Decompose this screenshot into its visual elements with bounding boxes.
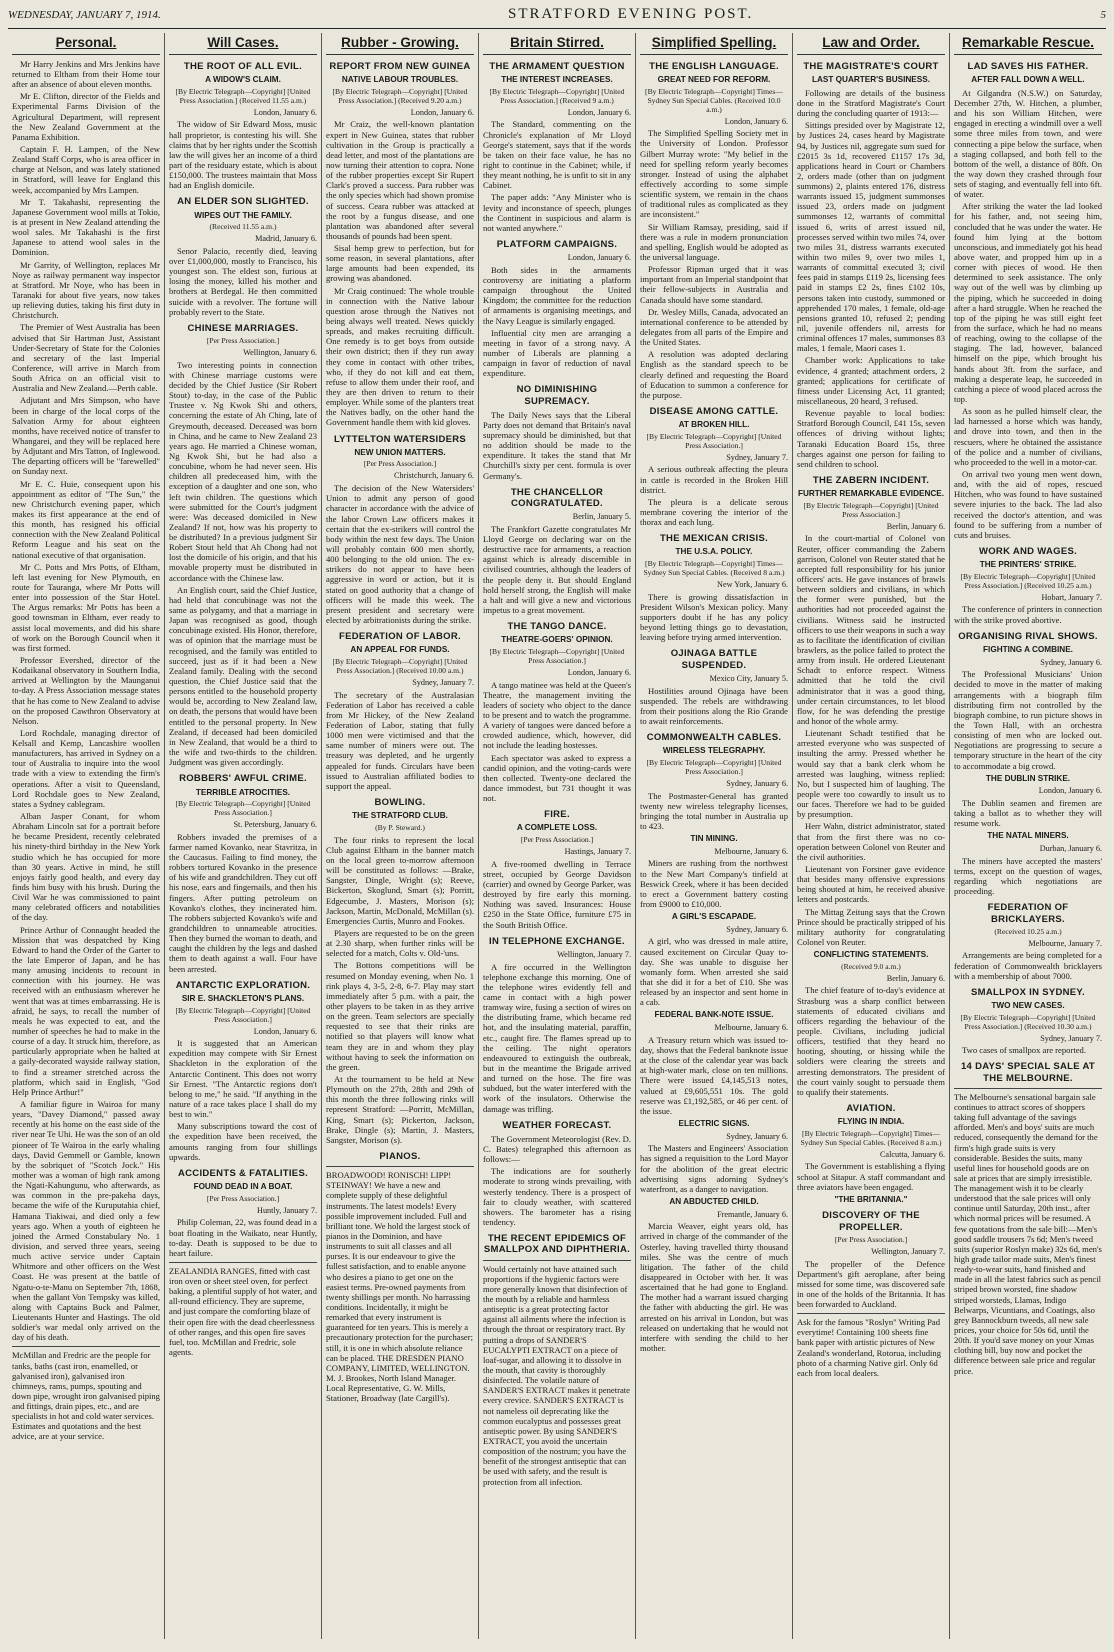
dateline: Sydney, January 6. <box>726 924 788 934</box>
dateline: Fremantle, January 6. <box>717 1209 788 1219</box>
article-subheading: THE STRATFORD CLUB. <box>352 811 448 821</box>
article-subheading: A COMPLETE LOSS. <box>516 823 598 833</box>
article-headline: FEDERATION OF LABOR. <box>339 631 461 643</box>
article-headline: COMMONWEALTH CABLES. <box>646 732 782 744</box>
dateline: Christchurch, January 6. <box>393 471 474 481</box>
article-paragraph: The Bottons competitions will be resumed on Monday evening, when No. 1 rink plays 4, 3-5, 2-8, 6-7. Play may start immediately after 5 p.m. with a pair, the other players to be taken in as they arrive on the green. Team selectors are specially requested to see that their rinks are notified so that players will know what team they are in and whom they play without having to seek the information on the green. <box>326 960 474 1072</box>
dateline: Sydney, January 7. <box>1040 1033 1102 1043</box>
wire-credit: [By Electric Telegraph—Copyright] [United Press Association.] (Received 10.30 a.m.) <box>960 1012 1096 1031</box>
article-headline: ROBBERS' AWFUL CRIME. <box>179 773 307 785</box>
dateline: Melbourne, January 6. <box>714 846 788 856</box>
article-headline: DISEASE AMONG CATTLE. <box>649 405 779 417</box>
article-paragraph: Herr Wahn, district administrator, stated that from the first there was no co-operation between Colonel von Reuter and the civil authorities. <box>797 821 945 862</box>
advertisement: BROADWOOD! RONISCH! LIPP! STEINWAY! We have a new and complete supply of these delightful instruments. The latest models! Every possible improvement included. Full and brilliant tone. We hold the largest stock of pianos in the Dominion, and have instruments to suit all classes and all purses. It is our endeavour to give the fullest satisfaction, and to enable anyone who desires a piano to get one on the easiest terms. Pre-owned payments from twenty shillings per month. No harrassing conditions. Incidentally, it might be remarked that every instrument is guaranteed for ten years. This is merely a precautionary protection for the purchaser; still, it is one in which absolute reliance can be placed. THE DRESDEN PIANO COMPANY, LIMITED, WELLINGTON. M. J. Brookes, North Island Manager. Local Representative, G. W. Mills, Stationer, Broadway (late Cargill's). <box>326 1166 474 1403</box>
article-headline: NO DIMINISHING SUPREMACY. <box>516 384 598 407</box>
dateline: Sydney, January 7. <box>726 452 788 462</box>
article-subheading: TWO NEW CASES. <box>991 1001 1065 1010</box>
wire-credit: [By Electric Telegraph—Copyright] [United Press Association.] <box>489 646 625 665</box>
wire-credit: [By Electric Telegraph—Copyright] [United Press Association.] <box>646 757 782 776</box>
dateline: Wellington, January 7. <box>871 1246 945 1256</box>
wire-credit: [Per Press Association.] <box>520 835 594 845</box>
article-headline: THE MAGISTRATE'S COURT <box>803 60 939 72</box>
article-paragraph: Each spectator was asked to express a candid opinion, and the voting-cards were then collected. Twenty-one declared the dance immodest, but 731 thought it was not. <box>483 752 631 804</box>
article-subheading: AN ABDUCTED CHILD. <box>669 1196 759 1206</box>
article-paragraph: Philip Coleman, 22, was found dead in a boat floating in the Waikato, near Huntly, to-day. Death is supposed to be due to heart failure. <box>169 1217 317 1258</box>
dateline: Hobart, January 7. <box>1041 592 1102 602</box>
article-subheading: A WIDOW'S CLAIM. <box>205 75 281 85</box>
article-paragraph: Two cases of smallpox are reported. <box>962 1045 1086 1056</box>
article-paragraph: The widow of Sir Edward Moss, music hall proprietor, is contesting his will. She claims that by her rights under the Scottish law the will gives her an income of a third part of the residuary estate, which is about £150,000. The trustees maintain that Moss had an English domicile. <box>169 119 317 191</box>
article-headline: THE ARMAMENT QUESTION <box>489 60 625 72</box>
article-paragraph: Sir William Ramsay, presiding, said if there was a rule in modern pronunciation and spelling, English would be adopted as the universal language. <box>640 221 788 263</box>
wire-credit: [By Electric Telegraph—Copyright] [United Press Association.] (Received 9.20 a.m.) <box>332 86 468 105</box>
wire-credit: [By Electric Telegraph—Copyright] Times—Sydney Sun Special Cables. (Received 8 a.m.) <box>800 1128 942 1147</box>
dateline: London, January 6. <box>253 1026 317 1036</box>
article-paragraph: After striking the water the lad looked for his father, and, not seeing him, concluded that he was under the water. He found him lying at the bottom unconscious, and immediately got his head above water, and propped him up in a corner with pieces of wood. He then determined to seek assistance. The only way out of the well was by climbing up the piping, which he succeeded in doing after a hard struggle. When he reached the top of the piping he was still eight feet from the surface, which he had no means of reaching, owing to the collapse of the staging. The lad, however, balanced himself on the pipe, which brought his hands about 3ft. from the surface, and making a desperate leap, he succeeded in catching a piece of wood placed across the top. <box>954 201 1102 405</box>
dateline: London, January 6. <box>724 116 788 126</box>
article-paragraph: Lord Rochdale, managing director of Kelsall and Kemp, Lancashire woollen manufacturers, has arrived in Sydney on a tour of Australia to inquire into the wool trade with a view to extending the firm's operations. After a visit to Queensland, Lord Rochdale goes to New Zealand, states a Sydney cablegram. <box>12 727 160 809</box>
article-headline: THE RECENT EPIDEMICS OF SMALLPOX AND DIPHTHERIA. <box>483 1233 631 1256</box>
article-headline: BOWLING. <box>374 796 426 808</box>
column-4 <box>479 33 636 1639</box>
article-headline: THE ROOT OF ALL EVIL. <box>183 60 303 72</box>
article-paragraph: A tango matinee was held at the Queen's Theatre, the management inviting the leaders of society who object to the dance to be present and to watch the programme. A variety of tangoes were danced before a crowded audience, which, however, did not include the leading hostesses. <box>483 679 631 751</box>
article-paragraph: The Frankfort Gazette congratulates Mr Lloyd George on declaring war on the destructive race for armaments, a reaction against which is already discernible in civilised countries, although the leaders of the people deny it. But should England hold herself strong, the English will make a halt and will give a new and victorious impetus to a great movement. <box>483 523 631 615</box>
newspaper-title: STRATFORD EVENING POST. <box>507 6 754 22</box>
dateline: Hastings, January 7. <box>564 847 631 857</box>
article-paragraph: Mr E. C. Huie, consequent upon his appointment as editor of "The Sun," the new Christchurch evening paper, which makes its first appearance at the end of this month, has resigned his official connection with the New Zealand Political Reform League and his seat on the national executive of that organisation. <box>12 478 160 560</box>
article-paragraph: Players are requested to be on the green at 2.30 sharp, when further rinks will be selected for a match, Colts v. Old-'uns. <box>326 928 474 959</box>
article-headline: THE CHANCELLOR CONGRATULATED. <box>510 486 604 509</box>
article-paragraph: A five-roomed dwelling in Terrace street, occupied by George Davidson (carrier) and owned by George Parker, was destroyed by fire early this morning. Nothing was saved. Insurances: House £250 in the State Office, furniture £75 in the South British Office. <box>483 858 631 930</box>
article-paragraph: Mr Garrity, of Wellington, replaces Mr Noye as railway permanent way inspector at Stratford. Mr Noye, who has been in Taranaki for about five years, now takes up relieving duties, taking his first duty in Christchurch. <box>12 259 160 321</box>
article-paragraph: The miners have accepted the masters' terms, except on the question of wages, regarding which negotiations are proceeding. <box>954 855 1102 897</box>
article-headline: ACCIDENTS & FATALITIES. <box>177 1167 309 1179</box>
article-paragraph: At the tournament to be held at New Plymouth on the 27th, 28th and 29th of this month the three following rinks will represent Stratford: —Porritt, McMillan, King, Smart (s); Pickerton, Jackson, Brake, Dingle (s); Martin, J. Masters, Sangster, Morison (s). <box>326 1073 474 1145</box>
article-paragraph: Sisal hemp grew to perfection, but for some reason, in several plantations, after large amounts had been expended, its growing was abandoned. <box>326 243 474 284</box>
article-paragraph: The Simplified Spelling Society met in the University of London. Professor Gilbert Murray wrote: "My belief in the need for spelling reform yearly becomes stronger. Instead of using the alphabet effectively according to some simple scientific system, we remain in the chaos of traditional rules as complicated as they are inconsistent." <box>640 128 788 220</box>
dateline: London, January 6. <box>410 107 474 117</box>
wire-credit: [Per Press Association.] <box>206 336 280 346</box>
dateline: London, January 6. <box>567 107 631 117</box>
article-subheading: AN APPEAL FOR FUNDS. <box>350 645 450 655</box>
article-subheading: THE U.S.A. POLICY. <box>675 547 753 557</box>
column-5 <box>636 33 793 1639</box>
article-subheading: FOUND DEAD IN A BOAT. <box>193 1182 293 1192</box>
article-paragraph: The indications are for southerly moderate to strong winds prevailing, with westerly tendency. There is a prospect of fair to cloudy weather, with scattered showers. The barometer has a rising tendency. <box>483 1166 631 1228</box>
article-subheading: THEATRE-GOERS' OPINION. <box>501 635 613 645</box>
article-headline: IN TELEPHONE EXCHANGE. <box>489 935 625 947</box>
article-subheading: AFTER FALL DOWN A WELL. <box>971 75 1085 85</box>
article-headline: AN ELDER SON SLIGHTED. <box>177 196 309 208</box>
article-headline: WEATHER FORECAST. <box>502 1119 612 1131</box>
article-paragraph: The four rinks to represent the local Club against Eltham in the banner match on the local green to-morrow afternoon will be constituted as follows: —Brake, Sangster, Dingle, Wright (s); Reeve, Bickerton, Skoglund, Smart (s); Porritt, Edgecumbe, J. Masters, Morison (s); Jackson, Martin, McDonald, McMillan (s). Emergencies Curtis, Munro and Fookes. <box>326 834 474 926</box>
dateline: Melbourne, January 7. <box>1028 938 1102 948</box>
article-paragraph: In the court-martial of Colonel von Reuter, officer commanding the Zabern garrison, Colonel von Reuter stated that he accepted full responsibility for his junior officers' acts. He gave instances of brawls between soldiers and civilians, in which the former were punished, but the authorities had not proceeded against the civilians. Witness said he instructed officers to use their weapons in such a way as to facilitate the identification of civilian brawlers, as the police failed to protect the army from insult. He ordered Lieutenant Schadt to enforce respect. Witness admitted that he told the civil administrator that it was a good thing, under certain circumstances, to let blood flow, for he was defending the prestige and honor of the whole army. <box>797 533 945 726</box>
dateline: Huntly, January 7. <box>257 1205 317 1215</box>
article-headline: LAD SAVES HIS FATHER. <box>967 60 1089 72</box>
article-paragraph: The Government is establishing a flying school at Sitapur. A staff commandant and three aviators have been engaged. <box>797 1161 945 1192</box>
article-subheading: SIR E. SHACKLETON'S PLANS. <box>181 993 305 1003</box>
article-subheading: FLYING IN INDIA. <box>837 1117 905 1127</box>
dateline: Berlin, January 6. <box>886 521 945 531</box>
article-paragraph: The Dublin seamen and firemen are taking a ballot as to whether they will resume work. <box>954 798 1102 829</box>
article-paragraph: The decision of the New Watersiders' Union to admit any person of good character in accordance with the advice of the labor Crown Law officers makes it certain that the ex-strikers will control the body within the next few days. The Union will probably contain 600 men shortly, 400 belonging to the old union. The ex-strikers do not appear to have been aggressive in word or action, but it is stated on good authority that a change of officers will be made this week. The present president and secretary were elected by arbitrationists during the strike. <box>326 483 474 625</box>
advertisement: Ask for the famous "Roslyn" Writing Pad everytime! Containing 100 sheets fine bank paper with artistic pictures of New Zealand's wonderland, Rotorua, including photo of a charming Native girl. Only 6d each from local dealers. <box>797 1313 945 1378</box>
article-subheading: THE DUBLIN STRIKE. <box>985 773 1071 783</box>
dateline: London, January 6. <box>253 107 317 117</box>
column-heading: Personal. <box>12 35 160 55</box>
article-subheading: THE NATAL MINERS. <box>987 831 1069 841</box>
column-7 <box>950 33 1106 1639</box>
wire-credit: [Per Press Association.] <box>363 459 437 469</box>
column-heading: Simplified Spelling. <box>640 35 788 55</box>
article-paragraph: The Masters and Engineers' Association has signed a requisition to the Lord Mayor for the abolition of the great electric advertising signs adorning Sydney's waterfront, as a danger to navigation. <box>640 1143 788 1194</box>
article-paragraph: There is growing dissatisfaction in President Wilson's Mexican policy. Many supporters doubt if he has any policy beyond letting things go to devastation, leaving before trying armed intervention. <box>640 591 788 643</box>
article-subheading: AT BROKEN HILL. <box>678 420 750 430</box>
column-heading: Law and Order. <box>797 35 945 55</box>
article-paragraph: The Daily News says that the Liberal Party does not demand that Britain's naval supremacy should be diminished, but that no addition should be made to the expenditure. It takes the stand that Mr Churchill's sixty per cent. formula is over Germany's. <box>483 409 631 481</box>
article-subheading: THE PRINTERS' STRIKE. <box>979 560 1077 570</box>
column-heading: Will Cases. <box>169 35 317 55</box>
column-1 <box>8 33 165 1639</box>
article-subheading: FURTHER REMARKABLE EVIDENCE. <box>797 489 945 499</box>
article-paragraph: The Postmaster-General has granted twenty new wireless telegraphy licenses, bringing the total number in Australia up to 423. <box>640 790 788 831</box>
page-number: 5 <box>1100 9 1106 21</box>
article-paragraph: The chief feature of to-day's evidence at Strasburg was a sharp conflict between statements of educated civilians and officers regarding the behaviour of the people. Civilians, including judicial officers, testified that they heard no hooting, shouting, or hissing while the soldiers were clearing the streets and arresting demonstrators. The president of the court vainly sought to persuade them to qualify their statements. <box>797 985 945 1097</box>
column-heading: Rubber - Growing. <box>326 35 474 55</box>
article-paragraph: Marcia Weaver, eight years old, has arrived in charge of the commander of the Osterley, having travelled thirty thousand miles. She was the centre of much litigation. The father of the child disappeared in October with her. It was ascertained that he had gone to England. The mother had a warrant issued charging the father with abducting the girl. He was arrested on his arrival in London, but was released on undertaking that he would not interfere with sending the child to her mother. <box>640 1221 788 1354</box>
article-paragraph: On arrival two young men went down, and, with the aid of ropes, rescued Hitchen, who was found to have sustained severe injuries to the back. The lad also received the doctor's attention, and was found to be suffering from a number of cuts and bruises. <box>954 469 1102 540</box>
wire-credit: [By Electric Telegraph—Copyright] [United Press Association.] <box>803 500 939 519</box>
article-paragraph: A fire occurred in the Wellington telephone exchange this morning. One of the telephone wires evidently fell and came in contact with a high power tramway wire, fusing a section of wires on the distributing frame, which became red hot, and the insulating material, paraffin, etc., caught fire. The flames spread up to the ceiling. The night operators endeavoured to extinguish the outbreak, but in the meantime the Brigade arrived and turned on the hose. The fire was subdued, but the water interfered with the work of the insulators. Otherwise the damage was trifling. <box>483 961 631 1114</box>
wire-credit: (Received 9.0 a.m.) <box>841 961 901 971</box>
article-paragraph: A resolution was adopted declaring English as the standard speech to be clearly defined and requesting the Board of Education to summon a conference for the purpose. <box>640 349 788 400</box>
article-headline: PIANOS. <box>379 1150 421 1162</box>
wire-credit: [By Electric Telegraph—Copyright] [United Press Association.] <box>646 431 782 450</box>
advertisement: ZEALANDIA RANGES, fitted with cast iron oven or sheet steel oven, for perfect baking, a plentiful supply of hot water, and all-round efficiency. They are supreme, and just compare the comforting blaze of their open fire with the dead cheerlessness of other ranges, and this open fire saves fuel, too. McMillan and Fredric, sole agents. <box>169 1262 317 1357</box>
article-subheading: ELECTRIC SIGNS. <box>678 1118 750 1128</box>
article-headline: FEDERATION OF BRICKLAYERS. <box>987 902 1069 925</box>
advertisement: McMillan and Fredric are the people for tanks, baths (cast iron, enamelled, or galvanised iron), galvanised iron chimneys, rams, pumps, spouting and down pipe, wrought iron galvanised piping and fittings, drain pipes, etc., and are specialists in hot and cold water services. Estimates and quotations and the best advice, are at your service. <box>12 1346 160 1441</box>
column-6 <box>793 33 950 1639</box>
article-paragraph: Mr E. Clifton, director of the Fields and Experimental Farms Division of the Agricultural Department, will represent the New Zealand Government at the Panama Exhibition. <box>12 91 160 142</box>
article-paragraph: The Premier of West Australia has been advised that Sir Hartman Just, Assistant Under-Secretary of State for the Colonies and secretary of the last Imperial Conference, will arrive in March from South Africa on an official visit to Australia and New Zealand.—Perth cable. <box>12 322 160 394</box>
article-paragraph: Chamber work: Applications to take evidence, 4 granted; attachment orders, 2 granted; applications for certificate of fitness under Licensing Act, 11 granted; miscellaneous, 20 heard, 3 refused. <box>797 355 945 407</box>
article-headline: ANTARCTIC EXPLORATION. <box>175 979 311 991</box>
dateline: Wellington, January 7. <box>557 949 631 959</box>
article-headline: THE MEXICAN CRISIS. <box>659 533 769 545</box>
article-paragraph: Both sides in the armaments controversy are initiating a platform campaign throughout the United Kingdom; the committee for the reduction of armaments is organising meetings, and the Navy League is similarly engaged. <box>483 264 631 326</box>
dateline: Wellington, January 6. <box>243 348 317 357</box>
article-subheading: THE INTEREST INCREASES. <box>501 75 613 85</box>
advertisement: Would certainly not have attained such proportions if the hygienic factors were more generally known that disinfection of the mouth by a reliable and harmless antiseptic is a great protecting factor against all ailments where the infection is through the throat or respiratory tract. By putting a drops of SANDER'S EUCALYPTI EXTRACT on a piece of loaf-sugar, and allowing it to dissolve in the mouth, that cavity is thoroughly disinfected. The volatile nature of SANDER'S EXTRACT makes it penetrate every crevice. SANDER'S EXTRACT is not nameless oil deprecating like the common eucalyptus and possesses great antiseptic power. By using SANDER'S EXTRACT, you avoid the uncertain composition of the nostrum; you have the benefit of the strongest antiseptic that can be used with safety, and the result is protection from all infection. <box>483 1260 631 1487</box>
dateline: Melbourne, January 6. <box>714 1023 788 1033</box>
dateline: St. Petersburg, January 6. <box>233 820 317 830</box>
dateline: Berlin, January 6. <box>886 973 945 983</box>
article-headline: OJINAGA BATTLE SUSPENDED. <box>670 648 758 671</box>
article-headline: CHINESE MARRIAGES. <box>187 322 299 334</box>
wire-credit: [By Electric Telegraph—Copyright] [United Press Association.] (Received 9 a.m.) <box>489 86 625 105</box>
wire-credit: [By Electric Telegraph—Copyright] Times—Sydney Sun Special Cables. (Received 8 a.m.) <box>643 559 785 578</box>
dateline: London, January 6. <box>567 253 631 263</box>
wire-credit: [By Electric Telegraph—Copyright] [United Press Association.] <box>175 1005 311 1024</box>
article-paragraph: Dr. Wesley Mills, Canada, advocated an international conference to be attended by delegates from all parts of the Empire and the United States. <box>640 306 788 348</box>
article-paragraph: As soon as he pulled himself clear, the lad harnessed a horse which was handy, and drove into town, and then in the rescuers, where he obtained the assistance of the police and a number of civilians, who proceeded to the well in a motor-car. <box>954 406 1102 467</box>
wire-credit: [Per Press Association.] <box>834 1234 908 1244</box>
article-paragraph: A Treasury return which was issued to-day, shows that the Federal banknote issue at the close of the calendar year was back at high-water mark, close on ten millions. There were issued £4,145,513 notes, valued at £9,605,551 10s. The gold reserve was £1,192,585, or 46 per cent. of the issue. <box>640 1034 788 1116</box>
article-headline: 14 DAYS' SPECIAL SALE AT THE MELBOURNE. <box>960 1061 1096 1084</box>
article-subheading: TIN MINING. <box>690 834 738 844</box>
article-paragraph: Alban Jasper Conant, for whom Abraham Lincoln sat for a portrait before he became President, recently celebrated his ninety-third birthday in the New York studio which he has occupied for more than 30 years. Active in mind, he still enjoys fairly good health, and every day finds him busy with his brush. During the Civil War he was commissioned to paint many celebrated officers and notabilities of the day. <box>12 811 160 923</box>
wire-credit: [By Electric Telegraph—Copyright] [United Press Association.] (Received 10.00 a.m.) <box>332 656 468 675</box>
article-paragraph: Mr T. Takahashi, representing the Japanese Government wool mills at Tokio, is at present in New Zealand attending the wool sales. Mr Takahashi is the first Japanese to attend wool sales in the Dominion. <box>12 196 160 258</box>
article-paragraph: The Professional Musicians' Union decided to move in the matter of making arrangements with a biograph film distributing firm not controlled by the biograph combine, to run picture shows in the Town Hall, with an orchestra consisting of men who are locked out. Negotiations are progressing to secure a temporary structure in the heart of the city to accommodate a big crowd. <box>954 669 1102 771</box>
masthead <box>8 6 1106 29</box>
article-paragraph: The secretary of the Australasian Federation of Labor has received a cable from Mr Hickey, of the New Zealand Federation of Labor, stating that fully 1000 men were victimised and that the same number of miners were out. The treasury was depleted, and he urgently appealed for funds. Circulars have been issued to Australian affiliated bodies to support the appeal. <box>326 689 474 791</box>
column-2 <box>165 33 322 1639</box>
advertisement: The Melbourne's sensational bargain sale continues to attract scores of shoppers taking full advantage of the savings afforded. Men's and boys' suits are much reduced, consequently the demand for the firm's high grade suits is very considerable. Besides the suits, many useful lines for household goods are on sale at prices that are simply irresistible. The management wish it to be clearly understood that the sale prices will only continue until Saturday, 20th inst., after which normal prices will be resumed. A few quotations from the sale bill:—Men's good saddle trousers 7s 6d; Men's tweed suits (superior Roslyn make) 32s 6d, men's high grade tailor made suits, Men's finest ready-to-wear suits, hand finished and made in all the latest fabrics such as pencil striped brown worsted, fine shadow striped worsteds, Llamas, Indigo Belwarps, Vicuntians, and Coatings, also grey Bannockburn tweeds, all new sale prices, your choice for 50s 6d, until the 20th. If you'd save money on your Xmas clothing bill, buy now and pocket the difference between sale price and regular price. <box>954 1088 1102 1376</box>
article-paragraph: Following are details of the business done in the Stratford Magistrate's Court during the concluding quarter of 1913:— <box>797 87 945 119</box>
article-paragraph: The propeller of the Defence Department's gift aeroplane, after being missed for some time, was discovered safe in one of the holds of the Britannia. It has been forwarded to Auckland. <box>797 1258 945 1310</box>
wire-credit: [By Electric Telegraph—Copyright] [United Press Association.] (Received 11.55 a.m.) <box>175 86 311 105</box>
article-paragraph: The Mittag Zeitung says that the Crown Prince should be practically stripped of his military authority for congratulating Colonel von Reuter. <box>797 906 945 947</box>
article-paragraph: It is suggested that an American expedition may compete with Sir Ernest Shackleton in the exploration of the Antarctic Continent. This does not worry Sir Ernest. "The Antarctic regions don't belong to me," he said. "If anything in the nature of a race takes place I shall do my best to win." <box>169 1038 317 1120</box>
article-paragraph: Mr Craig continued: The whole trouble in connection with the Native labour question arose through the Natives not being always well treated. News quickly spreads, and makes recruiting difficult. One remedy is to get boys from outside their own district; then if they run away they come in contact with other tribes, who, if they do not kill and eat them, refuse to allow them under their roof, and they are then driven to return to their employer. While some of the planters treat the Natives badly, on the other hand the Government handle them with kid gloves. <box>326 285 474 428</box>
article-headline: FIRE. <box>544 809 570 821</box>
article-paragraph: Many subscriptions toward the cost of the expedition have been received, the amounts ranging from four shillings upwards. <box>169 1121 317 1162</box>
dateline: Berlin, January 5. <box>572 512 631 522</box>
article-headline: THE ENGLISH LANGUAGE. <box>649 60 779 72</box>
wire-credit: [By Electric Telegraph—Copyright] [United Press Association.] <box>175 799 311 818</box>
article-paragraph: At Gilgandra (N.S.W.) on Saturday, December 27th, W. Hitchen, a plumber, and his son William Hitchen, were engaged in erecting a windmill over a well some three miles from town, and were connecting a pipe below the surface, when a staging collapsed, and both fell to the bottom of the well, a distance of 80ft. On the way down they crashed through four sets of staging, and eventually fell into 6ft. of water. <box>954 87 1102 200</box>
column-3 <box>322 33 479 1639</box>
article-subheading: "THE BRITANNIA." <box>834 1194 908 1204</box>
article-subheading: TERRIBLE ATROCITIES. <box>195 787 291 797</box>
wire-credit: (Received 10.25 a.m.) <box>994 926 1062 936</box>
article-paragraph: Revenue payable to local bodies: Stratford Borough Council, £41 15s, seven offences of driving without lights; Taranaki Education Board 15s, three charges against one person for failing to send children to school. <box>797 408 945 469</box>
dateline: Sydney, January 6. <box>726 1131 788 1141</box>
dateline: London, January 6. <box>1038 786 1102 796</box>
article-paragraph: A familiar figure in Wairoa for many years, "Davey Diamond," passed away recently at his home on the east side of the river near Te Uhi. He was the son of an old pioneer of Te Wairoa in the early whaling days, David Gemmell or Gamble, known by the sobriquet of "Scotch Jock." His mother was a woman of high rank among the Ngati-Kahungunu, who afterwards, as was common in the pre-pakeha days, became the wife of the Kuruputahia chief, Hamana Tiakiwai, and died only a few years ago. When a youth of eighteen he joined the Armed Constabulary No. 1 division, and served three years, seeing much active service under Captain Whitmore and other officers on the West Coast. He was present at the battle of Ngatu-o-te-Manu on September 7th, 1868, when the gallant Von Tempsky was killed, along with Captains Buck and Palmer, Lieutenants Hunter and Hastings. The old soldier's war medal only arrived on the day of his death. <box>12 1098 160 1343</box>
dateline: Sydney, January 6. <box>1040 657 1102 667</box>
dateline: Sydney, January 6. <box>726 778 788 788</box>
article-paragraph: An English court, said the Chief Justice, had held that concubinage was not the same as polygamy, and that a marriage in Japan was recognised as good, though concubinage existed. His Honor, therefore, was of opinion that the marriage must be recognised, and the family was entitled to succeed, just as if it had been a New Zealand family. Dealing with the second question, the Chief Justice said that the persons entitled to the household property would be, according to New Zealand law, on death, the persons that would have been entitled to the personal property. In New Zealand, if deceased had been domiciled in New Zealand, that would be a third to the wife and two-thirds to the children. Judgment was given accordingly. <box>169 584 317 768</box>
dateline: Mexico City, January 5. <box>709 673 788 683</box>
article-paragraph: Adjutant and Mrs Simpson, who have been in charge of the local corps of the Salvation Army for about eighteen months, have received notice of transfer to Whangarei, and they will be replaced here by Adjutant and Mrs Tatton, of Inglewood. The departing officers will be "farewelled" on Sunday next. <box>12 395 160 477</box>
article-paragraph: Professor Ripman urged that it was important from an Imperial standpoint that their fellow-subjects in Australia and Canada should have some standard. <box>640 264 788 305</box>
dateline: Madrid, January 6. <box>255 234 317 244</box>
article-subheading: WIPES OUT THE FAMILY. <box>194 210 292 220</box>
wire-credit: (By P. Steward.) <box>375 822 425 832</box>
columns <box>8 33 1106 1639</box>
article-paragraph: Professor Evershed, director of the Kodaikanal observatory in Southern India, arrived at Wellington by the Maunganui to-day. A Press Association message states that he has come to New Zealand to advise on the proposed Cawthron Observatory at Nelson. <box>12 654 160 726</box>
article-subheading: FIGHTING A COMBINE. <box>983 644 1073 654</box>
article-paragraph: Two interesting points in connection with Chinese marriage customs were decided by the Chief Justice (Sir Robert Stout) to-day, in the case of the Public Trustee v. Ng Kwok Shi and others, concerning the estate of Ah Ching, late of Greymouth, deceased. Deceased was born in China, and he came to New Zealand 23 years ago. He married a Chinese woman, Ng Kwok Shi, but he had also a concubine, whom he had never seen. His children all predeceased him, with the exception of a daughter and one son, who left twin children. The questions which were submitted for the Court's judgment were: Was deceased domiciled in New Zealand? If not, how was his property to be distributed? In a previous judgment Sir Robert Stout held that Ah Chong had not lost the domicile of his origin, and that his movable property must be distributed in accordance with the Chinese law. <box>169 359 317 583</box>
article-subheading: NEW UNION MATTERS. <box>354 447 446 457</box>
wire-credit: [By Electric Telegraph—Copyright] [United Press Association.] (Received 10.25 a.m.) <box>960 571 1096 590</box>
dateline: New York, January 6. <box>717 580 788 590</box>
article-paragraph: Mr Craiz, the well-known plantation expert in New Guinea, states that rubber cultivation in the Group is practically a dead letter, and most of the plantations are now turning their attention to copra. None of the rubber properties except Sir Rupert Clark's proved a success. Para rubber was the only species which had shown promise of success. Ceara rubber was attacked at the root by a fungus disease, and one plantation was abandoned after several thousands of pounds had been spent. <box>326 119 474 241</box>
article-paragraph: The Standard, commenting on the Chronicle's explanation of Mr Lloyd George's statement, says that if the words be taken on their face value, he has no right to continue in the Cabinet; while, if they meant nothing, he is unfit to sit in any Cabinet. <box>483 119 631 191</box>
dateline: Durban, January 6. <box>1039 844 1102 854</box>
article-subheading: A GIRL'S ESCAPADE. <box>671 912 757 922</box>
article-subheading: CONFLICTING STATEMENTS. <box>813 950 929 960</box>
article-paragraph: The paper adds: "Any Minister who is levity and inconstance of speech, plunges the Continent in suspicious and alarm is not wanted anywhere." <box>483 192 631 233</box>
column-heading: Remarkable Rescue. <box>954 35 1102 55</box>
article-paragraph: Lieutenant Schadt testified that he arrested everyone who was suspected of insulting the army. Pressed whether he would say that a bank clerk whom he arrested was laughing, witness replied: No, but I suspected him of laughing. The people were too cowardly to insult us to our faces. Therefore we had to be guided by presumption. <box>797 728 945 820</box>
article-headline: THE TANGO DANCE. <box>507 621 607 633</box>
dateline: London, January 6. <box>567 667 631 677</box>
article-subheading: WIRELESS TELEGRAPHY. <box>662 746 766 756</box>
wire-credit: [By Electric Telegraph—Copyright] Times—Sydney Sun Special Cables. (Received 10.0 a.m.) <box>645 86 783 114</box>
article-paragraph: Mr Harry Jenkins and Mrs Jenkins have returned to Eltham from their Home tour after an absence of about eleven months. <box>12 58 160 90</box>
article-paragraph: Prince Arthur of Connaught headed the Mission that was despatched by King Edward to hand the Order of the Garter to the late Emperor of Japan, and he has many amusing incidents to recount in connection with his journey. He was received with an enthusiasm wherever he went that was at times embarrassing. He is afraid, he says, to recall the number of meals he was expected to eat, and the number of speeches he had to make in the course of a day. It struck him, therefore, as particularly appropriate when he halted at a gaily-decorated wayside railway station, to find a streamer stretched across the platform, which said in English, "God Help Prince Arthur!" <box>12 924 160 1097</box>
column-heading: Britain Stirred. <box>483 35 631 55</box>
article-paragraph: Miners are rushing from the northwest to the New Mart Company's tinfield at Beswick Creek, where it has been decided to erect a Government battery costing from £9000 to £10,000. <box>640 858 788 909</box>
article-paragraph: A serious outbreak affecting the pleura in cattle is recorded in the Broken Hill district. <box>640 464 788 495</box>
article-subheading: GREAT NEED FOR REFORM. <box>657 75 771 85</box>
article-headline: ORGANISING RIVAL SHOWS. <box>958 630 1098 642</box>
dateline: Calcutta, January 6. <box>879 1149 945 1159</box>
article-paragraph: Captain F. H. Lampen, of the New Zealand Staff Corps, who is area officer in charge at Nelson, and was lately stationed in Stratford, will leave for England this week, accompanied by Mrs Lampen. <box>12 144 160 195</box>
article-paragraph: Influential city men are arranging a meeting in favor of a strong navy. A number of Liberals are planning a campaign in favor of reduction of naval expenditure. <box>483 327 631 379</box>
article-paragraph: The Government Meteorologist (Rev. D. C. Bates) telegraphed this afternoon as follows:— <box>483 1133 631 1165</box>
wire-credit: (Received 11.55 a.m.) <box>209 222 277 232</box>
article-headline: LYTTELTON WATERSIDERS <box>333 433 467 445</box>
article-headline: REPORT FROM NEW GUINEA <box>329 60 471 72</box>
article-paragraph: Mr C. Potts and Mrs Potts, of Eltham, left last evening for New Plymouth, en route for Tauranga, where Mr Potts will enter into possession of the Star Hotel. The Argus remarks: Mr Potts has been a good townsman in Eltham, ever ready to assist local movements, and did his share of work on the Borough Council when it was first formed. <box>12 561 160 653</box>
issue-date: WEDNESDAY, JANUARY 7, 1914. <box>8 9 161 21</box>
article-headline: PLATFORM CAMPAIGNS. <box>496 238 618 250</box>
article-headline: THE ZABERN INCIDENT. <box>812 475 930 486</box>
article-headline: AVIATION. <box>846 1102 896 1114</box>
article-paragraph: A girl, who was dressed in male attire, caused excitement on Circular Quay to-day. She was unable to disguise her womanly form. When arrested she said that she did it for a bet of £10. She was released by an inspector and sent home in a cab. <box>640 936 788 1008</box>
article-headline: WORK AND WAGES. <box>978 545 1078 557</box>
article-headline: SMALLPOX IN SYDNEY. <box>971 986 1085 998</box>
article-paragraph: Lieutenant von Forstner gave evidence that besides many offensive expressions being shouted at him, he received abusive letters and postcards. <box>797 863 945 905</box>
article-headline: DISCOVERY OF THE PROPELLER. <box>822 1210 920 1233</box>
article-paragraph: The conference of printers in connection with the strike proved abortive. <box>954 604 1102 625</box>
dateline: Sydney, January 7. <box>412 677 474 687</box>
article-paragraph: Hostilities around Ojinaga have been suspended. The rebels are withdrawing from their positions along the Rio Grande to await reinforcements. <box>640 685 788 726</box>
article-paragraph: Arrangements are being completed for a federation of Commonwealth bricklayers with a membership of about 7000. <box>954 950 1102 981</box>
article-paragraph: Senor Palacio, recently died, leaving over £1,000,000, mostly to Francisco, his youngest son. The eldest son, furious at losing the money, killed his mother and brothers at Berdegal. He then committed suicide with a revolver. The fortune will probably revert to the State. <box>169 245 317 317</box>
article-paragraph: Sittings presided over by Magistrate 12, by Justices 24, cases heard by Magistrate 94, by Justices nil, aggregate sum sued for £2015 3s 1d, recovered £1157 17s 3d, applications heard in Court or Chambers 2, orders made (other than on judgment summons) 2, plaints entered 176, distress warrants issued 15, judgment summonses issued 23, orders made on judgment summonses 12, warrants of committal issued 6, writs of arrest issued nil, processes served within two miles 74, over two miles 31, distress warrants executed within two miles 9, over two miles 1, warrants of committal executed 3; civil fees paid in stamps £119 2s, licensing fees paid in stamps £2 2s, fines £102 10s, persons taken into custody, summoned or apprehended 170 males, 1 female, old-age pensions granted 10, refused 2; pending nil, juvenile offenders nil, arrests for criminal offences 17 males, summonses 83 males, 1 female, Maori cases 1. <box>797 120 945 354</box>
article-subheading: NATIVE LABOUR TROUBLES. <box>341 75 459 85</box>
article-paragraph: Robbers invaded the premises of a farmer named Kovanko, near Stavritza, in the Caucasus. Failing to find money, the robbers tortured Kovanko in the presence of his wife and grandchildren. They cut off his nose, ears and fingernails, and then his fingers. After putting petroleum on Kovanko's clothes, they incinerated him. The robbers subjected Kovanko's wife and grandchildren to unnameable atrocities. Then they burned the woman to death, and caught the children by the legs and dashed them to death against a wall. Four have been arrested. <box>169 831 317 974</box>
article-paragraph: The pleura is a delicate serous membrane covering the interior of the thorax and each lung. <box>640 496 788 528</box>
article-subheading: FEDERAL BANK-NOTE ISSUE. <box>654 1010 774 1020</box>
wire-credit: [Per Press Association.] <box>206 1193 280 1203</box>
article-subheading: LAST QUARTER'S BUSINESS. <box>812 75 930 85</box>
